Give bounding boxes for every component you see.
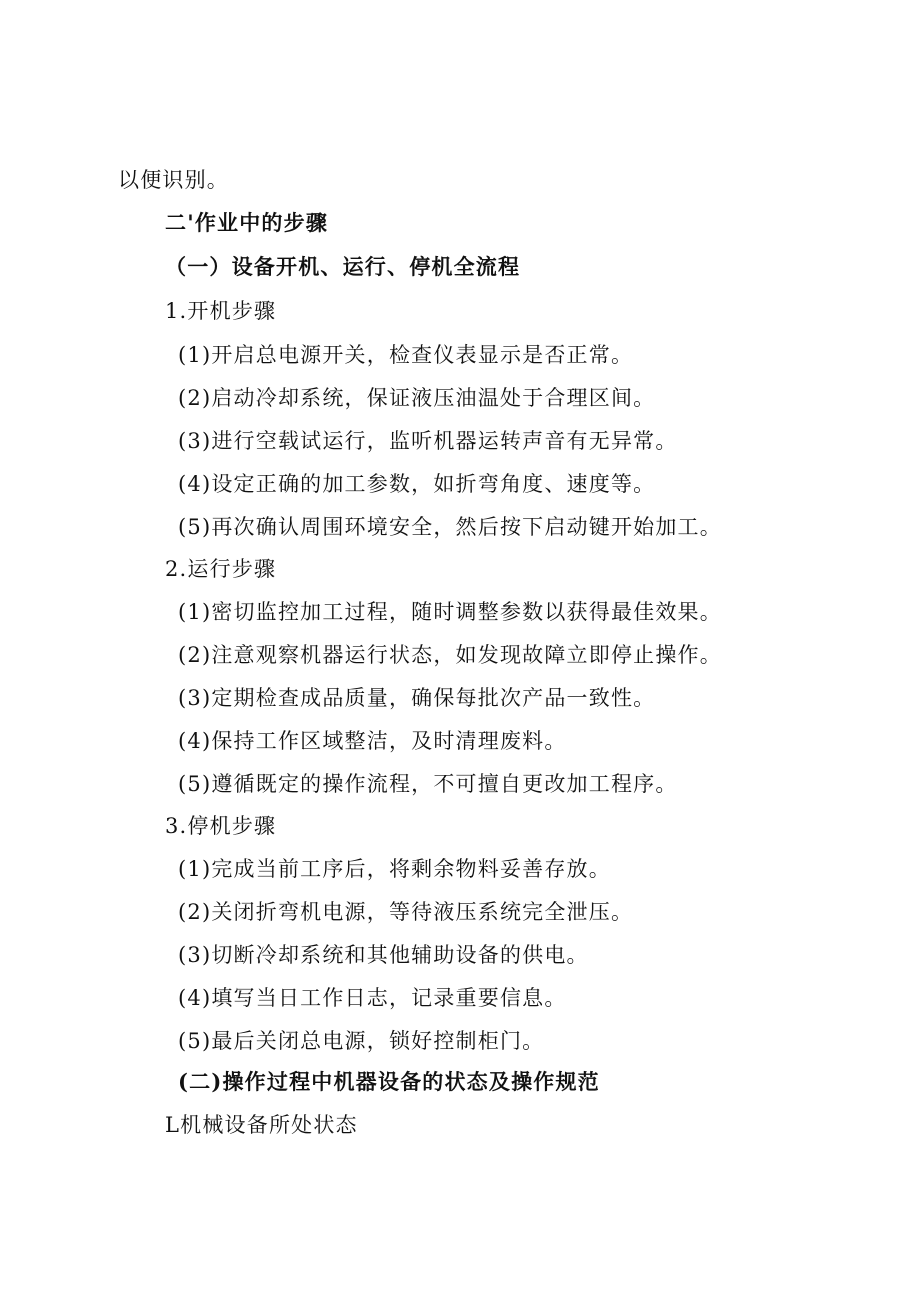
running-title: 2.运行步骤 <box>165 557 277 581</box>
startup-item: (2)启动冷却系统，保证液压油温处于合理区间。 <box>178 386 656 410</box>
running-item: (4)保持工作区域整洁，及时清理废料。 <box>178 729 567 753</box>
startup-item: (3)进行空载试运行，监听机器运转声音有无异常。 <box>178 429 678 453</box>
intro-tail-text: 以便识别。 <box>118 168 229 192</box>
shutdown-title: 3.停机步骤 <box>165 814 277 838</box>
shutdown-item: (1)完成当前工序后，将剩余物料妥善存放。 <box>178 857 611 881</box>
running-item: (3)定期检查成品质量，确保每批次产品一致性。 <box>178 686 656 710</box>
running-item: (5)遵循既定的操作流程，不可擅自更改加工程序。 <box>178 772 678 796</box>
running-item: (2)注意观察机器运行状态，如发现故障立即停止操作。 <box>178 643 722 667</box>
shutdown-item: (3)切断冷却系统和其他辅助设备的供电。 <box>178 943 589 967</box>
shutdown-item: (4)填写当日工作日志，记录重要信息。 <box>178 986 567 1010</box>
shutdown-item: (2)关闭折弯机电源，等待液压系统完全泄压。 <box>178 900 634 924</box>
startup-item: (5)再次确认周围环境安全，然后按下启动键开始加工。 <box>178 515 722 539</box>
subsection-heading-2: (二)操作过程中机器设备的状态及操作规范 <box>178 1069 600 1094</box>
running-item: (1)密切监控加工过程，随时调整参数以获得最佳效果。 <box>178 600 722 624</box>
shutdown-item: (5)最后关闭总电源，锁好控制柜门。 <box>178 1029 545 1053</box>
section-heading: 二'作业中的步骤 <box>165 210 329 235</box>
machine-state-title: L机械设备所处状态 <box>165 1113 358 1137</box>
subsection-heading-1: （一）设备开机、运行、停机全流程 <box>165 254 521 279</box>
startup-title: 1.开机步骤 <box>165 299 277 323</box>
startup-item: (1)开启总电源开关，检查仪表显示是否正常。 <box>178 343 634 367</box>
startup-item: (4)设定正确的加工参数，如折弯角度、速度等。 <box>178 472 656 496</box>
